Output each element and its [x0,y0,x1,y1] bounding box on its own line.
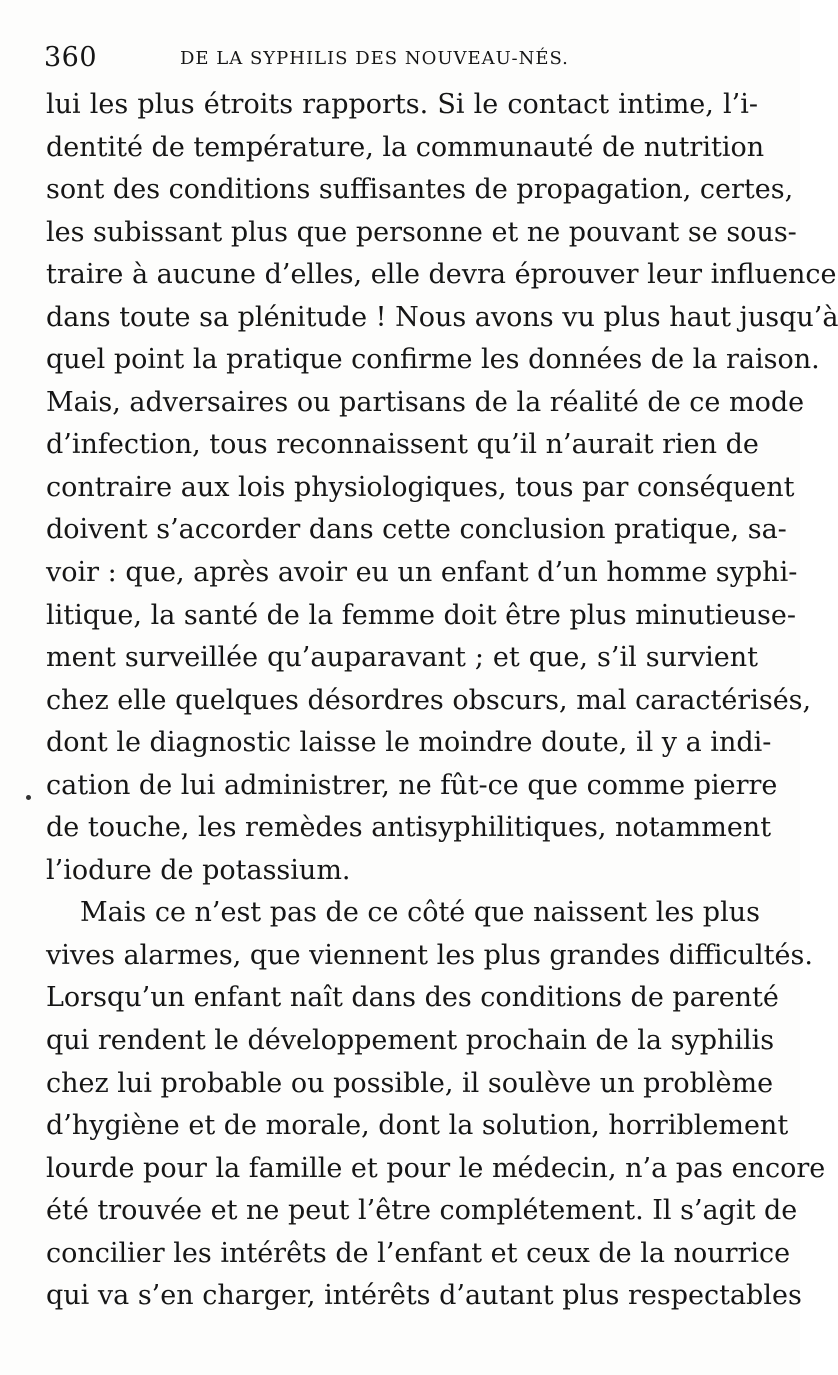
running-head [44,40,760,76]
text-line: vives alarmes, que viennent les plus grandes difficultés. [46,939,813,971]
page-number: 360 [44,42,98,73]
text-line: été trouvée et ne peut l’être complétement. Il s’agit de [46,1195,798,1227]
text-line: chez elle quelques désordres obscurs, mal caractérisés, [46,684,812,716]
text-line: lui les plus étroits rapports. Si le contact intime, l’i- [46,89,758,120]
text-line: dans toute sa plénitude ! Nous avons vu plus haut jusqu’à [46,301,838,333]
stray-ink-dot [26,795,31,800]
text-line: ment surveillée qu’auparavant ; et que, s’il survient [46,642,758,674]
running-title: DE LA SYPHILIS DES NOUVEAU-NÉS. [180,48,569,69]
text-line-paragraph-start: Mais ce n’est pas de ce côté que naissent les plus [80,897,760,929]
text-line: lourde pour la famille et pour le médecin, n’a pas encore [46,1152,826,1184]
text-line: qui rendent le développement prochain de la syphilis [46,1025,775,1057]
text-line: traire à aucune d’elles, elle devra éprouver leur influence [46,259,837,291]
text-line: chez lui probable ou possible, il soulève un problème [46,1067,774,1099]
text-line: sont des conditions suffisantes de propagation, certes, [46,174,794,206]
body-text [46,84,838,1318]
text-line-paragraph-end: l’iodure de potassium. [46,854,351,886]
text-line: les subissant plus que personne et ne pouvant se sous- [46,216,797,248]
text-line: Lorsqu’un enfant naît dans des conditions de parenté [46,982,779,1014]
text-line: quel point la pratique confirme les données de la raison. [46,344,820,376]
text-line: contraire aux lois physiologiques, tous par conséquent [46,471,795,503]
text-line: concilier les intérêts de l’enfant et ceux de la nourrice [46,1237,791,1269]
text-line: voir : que, après avoir eu un enfant d’un homme syphi- [46,557,798,589]
text-line: dont le diagnostic laisse le moindre doute, il y a indi- [46,727,772,759]
text-line: d’hygiène et de morale, dont la solution, horriblement [46,1110,789,1142]
text-line: d’infection, tous reconnaissent qu’il n’aurait rien de [46,429,759,461]
text-line: qui va s’en charger, intérêts d’autant plus respectables [46,1280,802,1312]
text-line: de touche, les remèdes antisyphilitiques, notamment [46,812,772,844]
text-line: doivent s’accorder dans cette conclusion pratique, sa- [46,514,787,546]
text-line: Mais, adversaires ou partisans de la réalité de ce mode [46,386,805,418]
text-line: dentité de température, la communauté de nutrition [46,131,765,163]
text-line: cation de lui administrer, ne fût-ce que comme pierre [46,769,778,801]
text-line: litique, la santé de la femme doit être plus minutieuse- [46,599,797,631]
